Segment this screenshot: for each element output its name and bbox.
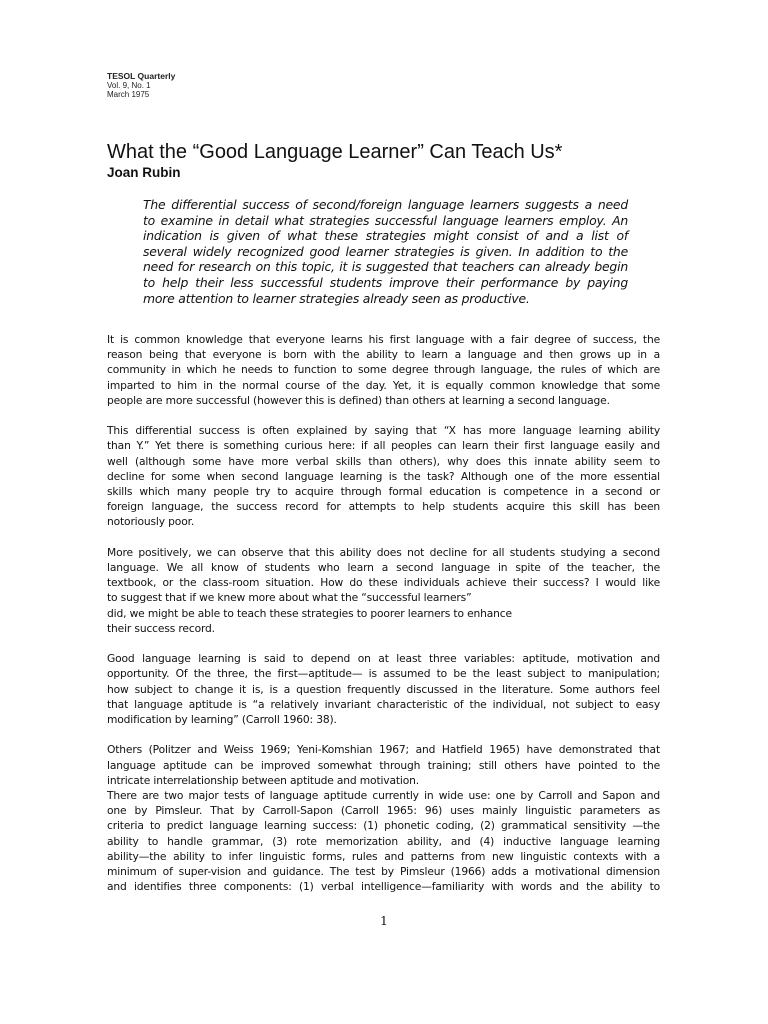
abstract-line: need for research on this topic, it is suggested that teachers can already begin	[143, 259, 628, 275]
body-line: It is common knowledge that everyone learns his first language with a fair degree of success, the	[107, 333, 660, 346]
body-line: did, we might be able to teach these strategies to poorer learners to enhance	[107, 606, 512, 620]
body-line: Others (Politzer and Weiss 1969; Yeni-Komshian 1967; and Hatfield 1965) have demonstrated that	[107, 743, 660, 757]
body-line: decline for some when second language learning is the task? Although one of the more essential	[107, 469, 660, 483]
body-line: More positively, we can observe that this ability does not decline for all students studying a second	[107, 545, 660, 559]
body-line: how subject to change it is, is a question frequently discussed in the literature. Some authors feel	[107, 682, 660, 696]
body-line: modification by learning” (Carroll 1960: 38).	[107, 713, 337, 727]
journal-date: March 1975	[107, 90, 150, 99]
page-number: 1	[380, 914, 388, 928]
abstract-line: The differential success of second/foreign language learners suggests a need	[143, 197, 628, 212]
abstract	[143, 197, 628, 306]
body-line: There are two major tests of language aptitude currently in wide use: one by Carroll and Sapon and	[107, 789, 660, 803]
abstract-line: indication is given of what these strategies might consist of and a list of	[143, 228, 628, 244]
body-line: ability—the ability to infer linguistic forms, rules and patterns from new linguistic contexts with a	[107, 849, 660, 863]
body-line: to suggest that if we knew more about what the “successful learners”	[107, 591, 472, 605]
body-paragraph	[107, 742, 660, 788]
body-line: that language aptitude is “a relatively invariant characteristic of the individual, not subject to easy	[107, 697, 660, 711]
body-line: Good language learning is said to depend on at least three variables: aptitude, motivation and	[107, 652, 660, 666]
abstract-line: several widely recognized good learner strategies is given. In addition to the	[143, 243, 628, 259]
body-line: language. We all know of students who learn a second language in spite of the teacher, the	[107, 561, 660, 575]
body-paragraph	[107, 332, 660, 408]
body-paragraph	[107, 788, 660, 894]
body-line: skills which many people try to acquire through formal education is competence in a second or	[107, 485, 660, 499]
body-line: community in which he needs to function to some degree through language, the rules of which are	[107, 363, 660, 377]
journal-header	[107, 72, 175, 99]
body-line: This differential success is often explained by saying that “X has more language learning ability	[107, 424, 660, 438]
journal-volume: Vol. 9, No. 1	[107, 81, 151, 90]
body-paragraph	[107, 651, 660, 727]
body-line: intricate interrelationship between aptitude and motivation.	[107, 773, 420, 787]
body-line: textbook, or the class-room situation. How do these individuals achieve their success? I would like	[107, 576, 660, 590]
body-line: language aptitude can be improved somewhat through training; still others have pointed to the	[107, 758, 660, 772]
abstract-line: to help their less successful students improve their performance by paying	[143, 274, 628, 290]
body-line: opportunity. Of the three, the first—aptitude— is assumed to be the least subject to manipulation;	[107, 667, 660, 681]
body-line: people are more successful (however this is defined) than others at learning a second language.	[107, 393, 610, 407]
abstract-line: to examine in detail what strategies successful language learners employ. An	[143, 212, 628, 228]
body-line: one by Pimsleur. That by Carroll-Sapon (Carroll 1965: 96) uses mainly linguistic parameters as	[107, 804, 660, 818]
body-paragraph	[107, 545, 660, 636]
body-line: imparted to him in the normal course of the day. Yet, it is equally common knowledge that some	[107, 378, 660, 392]
body-line: ability to handle grammar, (3) rote memorization ability, and (4) inductive language learning	[107, 834, 660, 848]
body-line: foreign language, the success record for attempts to help students acquire this skill has been	[107, 500, 660, 514]
body-line: than Y.” Yet there is something curious here: if all peoples can learn their first language easily and	[107, 439, 660, 453]
body-line: their success record.	[107, 621, 215, 635]
abstract-line: more attention to learner strategies already seen as productive.	[143, 290, 530, 306]
body-line: and identifies three components: (1) verbal intelligence—familiarity with words and the ability to	[107, 880, 660, 894]
body-line: well (although some have more verbal skills than others), why does this innate ability seem to	[107, 454, 660, 468]
body-line: reason being that everyone is born with the ability to learn a language and then grows up in a	[107, 348, 660, 362]
body-line: criteria to predict language learning success: (1) phonetic coding, (2) grammatical sensitivity —the	[107, 819, 660, 833]
body-paragraph	[107, 423, 660, 529]
article-title: What the “Good Language Learner” Can Teach Us*	[107, 141, 563, 163]
body-line: minimum of super-vision and guidance. The test by Pimsleur (1966) adds a motivational dimension	[107, 865, 660, 879]
journal-name: TESOL Quarterly	[107, 71, 176, 81]
article-author: Joan Rubin	[107, 165, 181, 180]
article-body	[107, 332, 660, 894]
body-line: notoriously poor.	[107, 515, 195, 529]
